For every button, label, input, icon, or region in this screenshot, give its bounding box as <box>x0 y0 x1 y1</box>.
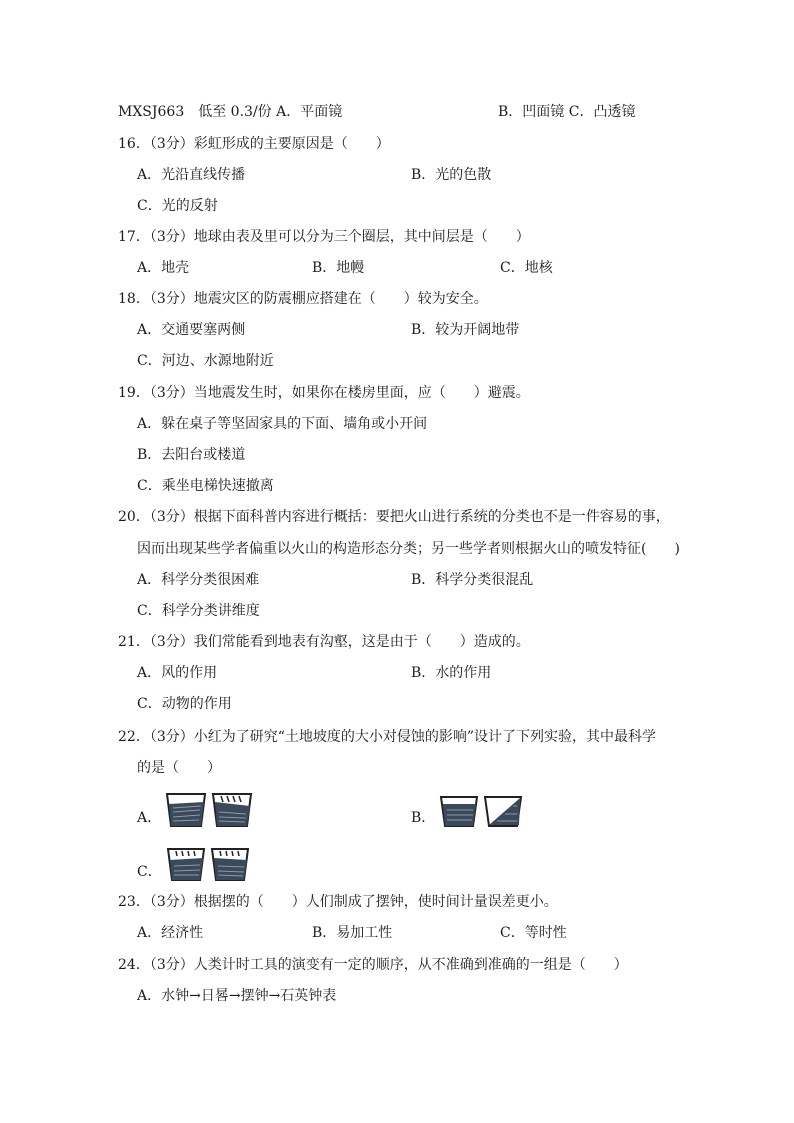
question-21-option-b[interactable]: B．水的作用 <box>411 665 492 681</box>
slope-tank-sprinkler-icon <box>166 846 206 882</box>
question-21-option-c[interactable]: C．动物的作用 <box>137 696 232 712</box>
question-21-stem: 21．（3分）我们常能看到地表有沟壑，这是由于（ ）造成的。 <box>118 634 530 650</box>
steep-slope-tank-icon <box>483 794 523 828</box>
question-19-stem: 19．（3分）当地震发生时，如果你在楼房里面，应（ ）避震。 <box>118 385 530 401</box>
question-18-stem: 18．（3分）地震灾区的防震棚应搭建在（ ）较为安全。 <box>118 291 488 307</box>
question-20-option-a[interactable]: A．科学分类很困难 <box>137 572 260 588</box>
question-22-option-a[interactable] <box>137 790 253 828</box>
question-24-stem: 24．（3分）人类计时工具的演变有一定的顺序，从不准确到准确的一组是（ ） <box>118 957 628 973</box>
question-22-option-c[interactable] <box>137 846 250 882</box>
header-right: B．凹面镜 C．凸透镜 <box>498 104 636 120</box>
question-23-option-c[interactable]: C．等时性 <box>500 925 567 941</box>
question-19-option-c[interactable]: C．乘坐电梯快速撤离 <box>137 478 274 494</box>
slope-tank-sprinkler-icon <box>211 790 253 828</box>
slope-tank-icon <box>165 790 207 828</box>
question-23-option-a[interactable]: A．经济性 <box>137 925 204 941</box>
question-16-option-c[interactable]: C．光的反射 <box>137 198 218 214</box>
slope-tank-sprinkler-icon <box>210 846 250 882</box>
question-23-stem: 23．（3分）根据摆的（ ）人们制成了摆钟，使时间计量误差更小。 <box>118 894 558 910</box>
question-18-option-c[interactable]: C．河边、水源地附近 <box>137 353 274 369</box>
question-20-option-c[interactable]: C．科学分类讲维度 <box>137 603 260 619</box>
question-20-option-b[interactable]: B．科学分类很混乱 <box>411 572 534 588</box>
question-22-option-b[interactable] <box>411 794 523 828</box>
question-22-stem: 22．（3分）小红为了研究“土地坡度的大小对侵蚀的影响”设计了下列实验，其中最科学 <box>118 729 657 745</box>
question-17-stem: 17．（3分）地球由表及里可以分为三个圈层，其中间层是（ ） <box>118 229 530 245</box>
question-23-option-b[interactable]: B．易加工性 <box>312 925 393 941</box>
question-20-stem-continued: 因而出现某些学者偏重以火山的构造形态分类；另一些学者则根据火山的喷发特征( ) <box>137 541 680 557</box>
question-20-stem: 20．（3分）根据下面科普内容进行概括：要把火山进行系统的分类也不是一件容易的事， <box>118 509 670 525</box>
question-18-option-b[interactable]: B．较为开阔地带 <box>411 322 520 338</box>
question-17-option-a[interactable]: A．地壳 <box>137 260 190 276</box>
question-19-option-a[interactable]: A．躲在桌子等坚固家具的下面、墙角或小开间 <box>137 416 428 432</box>
flat-tank-icon <box>439 794 479 828</box>
question-22-stem-continued: 的是（ ） <box>137 760 221 776</box>
question-19-option-b[interactable]: B．去阳台或楼道 <box>137 447 246 463</box>
question-17-option-b[interactable]: B．地幔 <box>312 260 365 276</box>
question-21-option-a[interactable]: A．风的作用 <box>137 665 218 681</box>
question-16-option-b[interactable]: B．光的色散 <box>411 167 492 183</box>
option-c-label: C． <box>137 864 162 880</box>
header-left: MXSJ663 低至 0.3/份 A．平面镜 <box>118 104 343 120</box>
question-16-option-a[interactable]: A．光沿直线传播 <box>137 167 246 183</box>
question-17-option-c[interactable]: C．地核 <box>500 260 553 276</box>
option-b-label: B． <box>411 810 436 826</box>
option-a-label: A． <box>137 810 162 826</box>
question-18-option-a[interactable]: A．交通要塞两侧 <box>137 322 246 338</box>
question-24-option-a[interactable]: A．水钟→日晷→摆钟→石英钟表 <box>137 988 337 1004</box>
question-16-stem: 16．（3分）彩虹形成的主要原因是（ ） <box>118 136 390 152</box>
